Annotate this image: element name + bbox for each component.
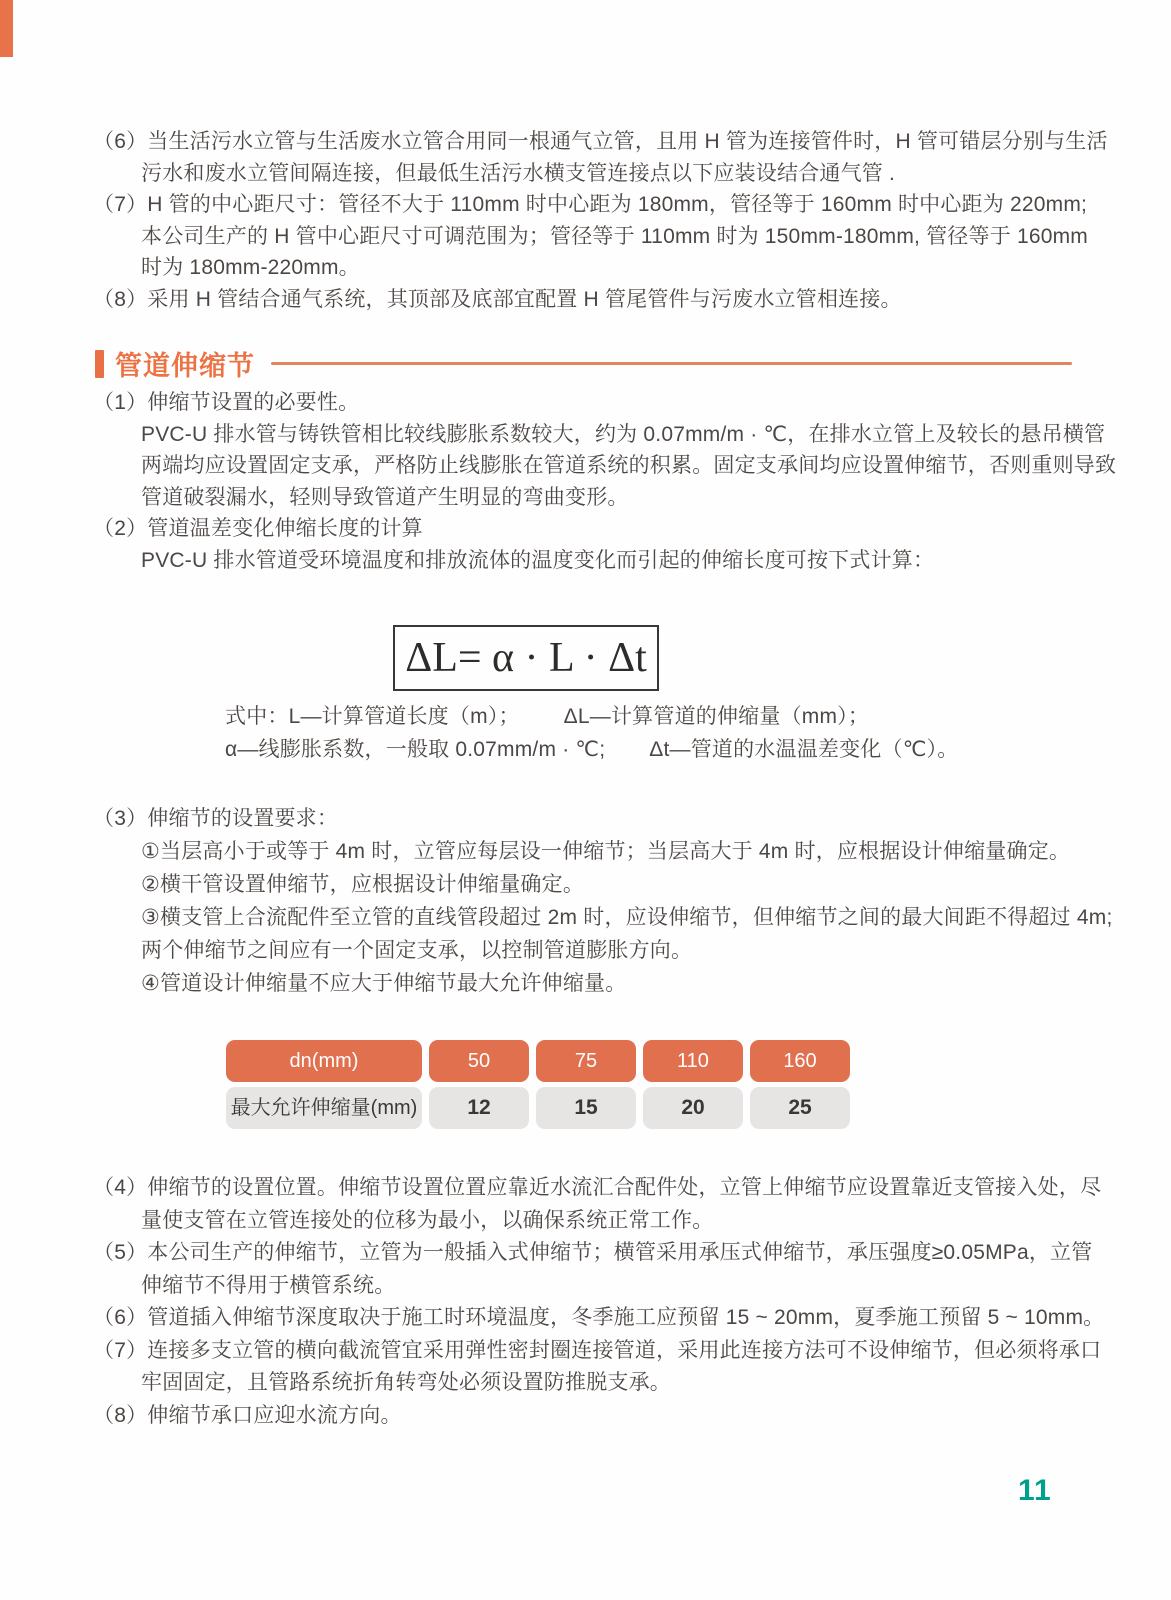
table-header-cell: 110 (643, 1040, 743, 1082)
table-header-cell: 50 (429, 1040, 529, 1082)
text-line: （2）管道温差变化伸缩长度的计算 (93, 517, 423, 540)
section-heading (95, 344, 1072, 383)
text-line: PVC-U 排水管道受环境温度和排放流体的温度变化而引起的伸缩长度可按下式计算： (141, 548, 935, 572)
table-cell: 12 (429, 1087, 529, 1129)
text-line: ①当层高小于或等于 4m 时，立管应每层设一伸缩节；当层高大于 4m 时，应根据设计伸缩量确定。 (141, 840, 1071, 863)
text-line: PVC-U 排水管与铸铁管相比较线膨胀系数较大，约为 0.07mm/m · ℃，在排水立管上及较长的悬吊横管 (141, 422, 1106, 446)
body-paragraphs-3 (93, 1172, 1104, 1432)
text-line: （6）当生活污水立管与生活废水立管合用同一根通气立管，且用 H 管为连接管件时，H 管可错层分别与生活 (93, 130, 1108, 153)
text-line: ②横干管设置伸缩节，应根据设计伸缩量确定。 (141, 873, 585, 896)
expansion-allowance-table (226, 1040, 857, 1134)
text-line: 时为 180mm-220mm。 (141, 256, 360, 279)
page-edge-mark (0, 0, 13, 57)
body-paragraphs-1 (93, 387, 1116, 576)
table-cell: 20 (643, 1087, 743, 1129)
text-line: （4）伸缩节的设置位置。伸缩节设置位置应靠近水流汇合配件处，立管上伸缩节应设置靠近支管接入处，尽 (93, 1176, 1102, 1199)
note-segment: α—线膨胀系数，一般取 0.07mm/m · ℃; (225, 738, 606, 761)
text-line: 量使支管在立管连接处的位移为最小，以确保系统正常工作。 (141, 1208, 714, 1232)
note-segment: 式中：L—计算管道长度（m）； (225, 705, 520, 728)
intro-paragraphs (93, 126, 1108, 315)
text-line: （3）伸缩节的设置要求： (93, 807, 339, 830)
text-line: 伸缩节不得用于横管系统。 (141, 1273, 396, 1297)
text-line: 污水和废水立管间隔连接，但最低生活污水横支管连接点以下应装设结合通气管 . (141, 161, 896, 185)
text-line: 本公司生产的 H 管中心距尺寸可调范围为；管径等于 110mm 时为 150mm-180mm, 管径等于 160mm (141, 224, 1088, 248)
text-line: （6）管道插入伸缩节深度取决于施工时环境温度，冬季施工应预留 15 ~ 20mm，夏季施工预留 5 ~ 10mm。 (93, 1306, 1105, 1329)
table-header-cell: 75 (536, 1040, 636, 1082)
text-line: ③横支管上合流配件至立管的直线管段超过 2m 时，应设伸缩节，但伸缩节之间的最大间距不得超过 4m; (141, 906, 1113, 929)
section-title: 管道伸缩节 (115, 351, 255, 381)
table-cell: 25 (750, 1087, 850, 1129)
table-header-row (226, 1040, 857, 1082)
heading-rule (271, 362, 1072, 365)
text-line: （7）连接多支立管的横向截流管宜采用弹性密封圈连接管道，采用此连接方法可不设伸缩节，但必须将承口 (93, 1338, 1102, 1362)
table-cell: 最大允许伸缩量(mm) (226, 1087, 422, 1129)
text-line: （5）本公司生产的伸缩节，立管为一般插入式伸缩节；横管采用承压式伸缩节，承压强度≥0.05MPa，立管 (93, 1241, 1093, 1264)
text-line (225, 700, 958, 733)
text-line: 管道破裂漏水，轻则导致管道产生明显的弯曲变形。 (141, 485, 629, 509)
text-line: ④管道设计伸缩量不应大于伸缩节最大允许伸缩量。 (141, 972, 627, 995)
heading-accent-bar (95, 350, 104, 378)
text-line: 牢固固定，且管路系统折角转弯处必须设置防推脱支承。 (141, 1371, 671, 1394)
table-cell: 15 (536, 1087, 636, 1129)
formula-notes (225, 700, 958, 766)
note-segment: ΔL—计算管道的伸缩量（mm）； (563, 705, 870, 728)
text-line: 两端均应设置固定支承，严格防止线膨胀在管道系统的积累。固定支承间均应设置伸缩节，否则重则导致 (141, 454, 1117, 477)
table-row (226, 1087, 857, 1129)
text-line: 两个伸缩节之间应有一个固定支承，以控制管道膨胀方向。 (141, 939, 693, 962)
text-line (225, 733, 958, 766)
text-line: （1）伸缩节设置的必要性。 (93, 391, 360, 414)
table-header-cell: 160 (750, 1040, 850, 1082)
page-number: 11 (1018, 1474, 1052, 1507)
text-line: （8）采用 H 管结合通气系统，其顶部及底部宜配置 H 管尾管件与污废水立管相连接。 (93, 287, 902, 311)
note-segment: Δt—管道的水温温差变化（℃）。 (649, 738, 959, 761)
text-line: （8）伸缩节承口应迎水流方向。 (93, 1403, 402, 1427)
expansion-formula: ΔL= α · L · Δt (393, 625, 659, 691)
body-paragraphs-2 (93, 802, 1113, 1000)
text-line: （7）H 管的中心距尺寸：管径不大于 110mm 时中心距为 180mm，管径等于 160mm 时中心距为 220mm; (93, 193, 1088, 216)
table-header-cell: dn(mm) (226, 1040, 422, 1082)
